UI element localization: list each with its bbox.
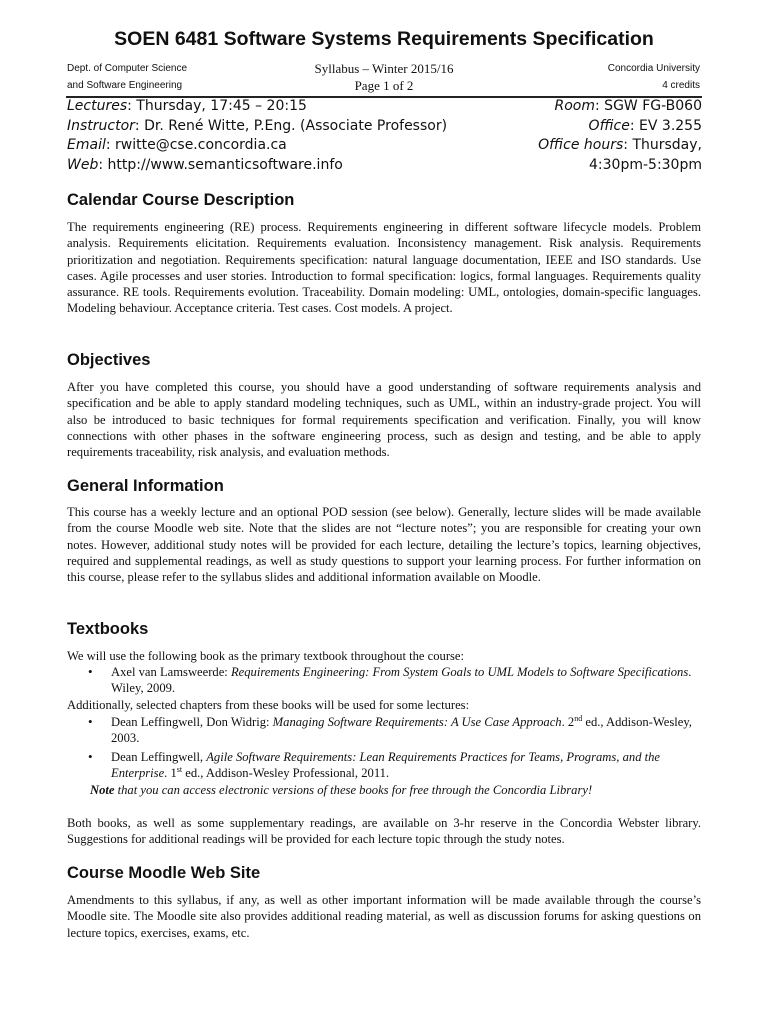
note-label: Note [90,783,115,797]
course-info [67,97,702,175]
bullet-icon: • [88,714,93,729]
web-field [67,156,343,176]
general-information-text: This course has a weekly lecture and an optional POD session (see below). Generally, lecture slides will be made available from the course Moodle web site. Note that the slides are not “lecture notes”; you are responsible for creating your own notes. However, additional study notes will be provided for each lecture, detailing the lecture’s topics, learning objectives, required and supplemental readings, as well as study questions to support your learning process. For further information on this course, please refer to the syllabus slides and additional information available on Moodle. [67,505,701,585]
reserve-text: Both books, as well as some supplementary readings, are available on 3-hr reserve in the Concordia Webster library. Suggestions for additional readings will be provided for each lecture topic through the study notes. [67,816,701,847]
book-publisher: . Wiley, 2009. [111,665,692,696]
book-publisher: ed., Addison-Wesley Professional, 2011. [182,766,390,781]
info-row [67,136,702,156]
lectures-label: Lectures [67,98,128,114]
book-publisher: ed., Addison-Wesley, 2003. [111,715,692,746]
office-hours-field [538,136,702,156]
edition-suffix: st [176,765,183,775]
university-name: Concordia University [607,63,700,74]
library-note [90,782,700,798]
book-author: Dean Leffingwell, [111,750,207,764]
book-author: Dean Leffingwell, Don Widrig: [111,715,273,729]
office-hours-value: : Thursday, [623,137,702,153]
office-hours-time: 4:30pm-5:30pm [589,156,702,173]
web-value: : http://www.semanticsoftware.info [98,156,343,173]
office-hours-label: Office hours [538,137,624,153]
textbook-primary [111,664,701,697]
bullet-icon: • [88,749,93,764]
room-field [555,97,702,117]
lectures-value: : Thursday, 17:45 – 20:15 [127,98,307,114]
room-value: : SGW FG-B060 [595,98,702,114]
moodle-text: Amendments to this syllabus, if any, as well as other important information will be made available through the course’s Moodle site. The Moodle site also provides additional reading material, as well as discussion forums for asking questions on lecture topics, exercises, exams, etc. [67,893,701,940]
course-credits: 4 credits [662,80,700,91]
email-label: Email [67,137,106,153]
email-value: : rwitte@cse.concordia.ca [105,137,287,153]
section-heading-textbooks: Textbooks [67,620,149,638]
book-title: Agile Software Requirements: Lean Requirements Practices for Teams, Programs, and the Enterprise [111,750,661,781]
section-heading-general: General Information [67,477,224,495]
textbook-tertiary [111,749,701,782]
university-block [608,60,700,94]
page-title: SOEN 6481 Software Systems Requirements Specification [114,28,654,50]
office-value: : EV 3.255 [629,117,702,134]
info-row [67,156,702,176]
calendar-description: The requirements engineering (RE) process. Requirements engineering in different software lifecycle models. Problem analysis. Requirements elicitation. Requirements evaluation. Inconsistency management. Risk analysis. Requirements prioritization and negotiation. Requirements specification: natural language documentation, IEEE and ISO standards. Use cases. Agile processes and user stories. Introduction to formal specification: logics, formal languages. Requirements quality assurance. RE tools. Requirements evolution. Traceability. Domain modeling: UML, ontologies, domain-specific languages. Modeling behaviour. Acceptance criteria. Test cases. Cost models. A project. [67,220,701,316]
objectives-text: After you have completed this course, you should have a good understanding of software requirements analysis and specification and be able to apply standard modeling techniques, such as UML, within an industry-grade project. You will also be introduced to basic techniques for formal requirements specification and verification. Finally, you will know connections with other phases in the software engineering process, such as design and testing, and be able to apply requirements traceability, risk analysis, and evaluation methods. [67,380,701,460]
syllabus-term: Syllabus – Winter 2015/16 [314,61,454,76]
textbook-secondary [111,714,701,747]
info-row [67,117,702,137]
room-label: Room [554,98,596,114]
office-label: Office [588,117,630,134]
book-edition: . 1 [164,766,177,781]
book-title: Requirements Engineering: From System Goals to UML Models to Software Specifications [230,665,689,679]
textbooks-intro: We will use the following book as the primary textbook throughout the course: [67,649,465,663]
note-text: that you can access electronic versions of these books for free through the Concordia Library! [114,783,593,797]
info-row [67,97,702,117]
bullet-icon: • [88,664,93,679]
instructor-field [67,117,447,137]
page-number: Page 1 of 2 [354,78,414,93]
department-line: Dept. of Computer Science [67,63,188,74]
instructor-value: : Dr. René Witte, P.Eng. (Associate Professor) [134,117,448,134]
book-author: Axel van Lamsweerde: [111,665,231,679]
office-field [589,117,702,137]
book-title: Managing Software Requirements: A Use Case Approach [272,715,562,729]
department-line: and Software Engineering [67,80,183,91]
textbooks-additional: Additionally, selected chapters from these books will be used for some lectures: [67,698,470,712]
section-heading-moodle: Course Moodle Web Site [67,864,261,882]
email-field [67,136,287,156]
book-edition: . 2 [561,715,575,729]
edition-suffix: nd [574,713,583,723]
lectures-field [67,97,307,117]
section-heading-objectives: Objectives [67,351,151,369]
web-label: Web [67,156,99,173]
instructor-label: Instructor [67,117,135,134]
section-heading-calendar: Calendar Course Description [67,191,295,209]
